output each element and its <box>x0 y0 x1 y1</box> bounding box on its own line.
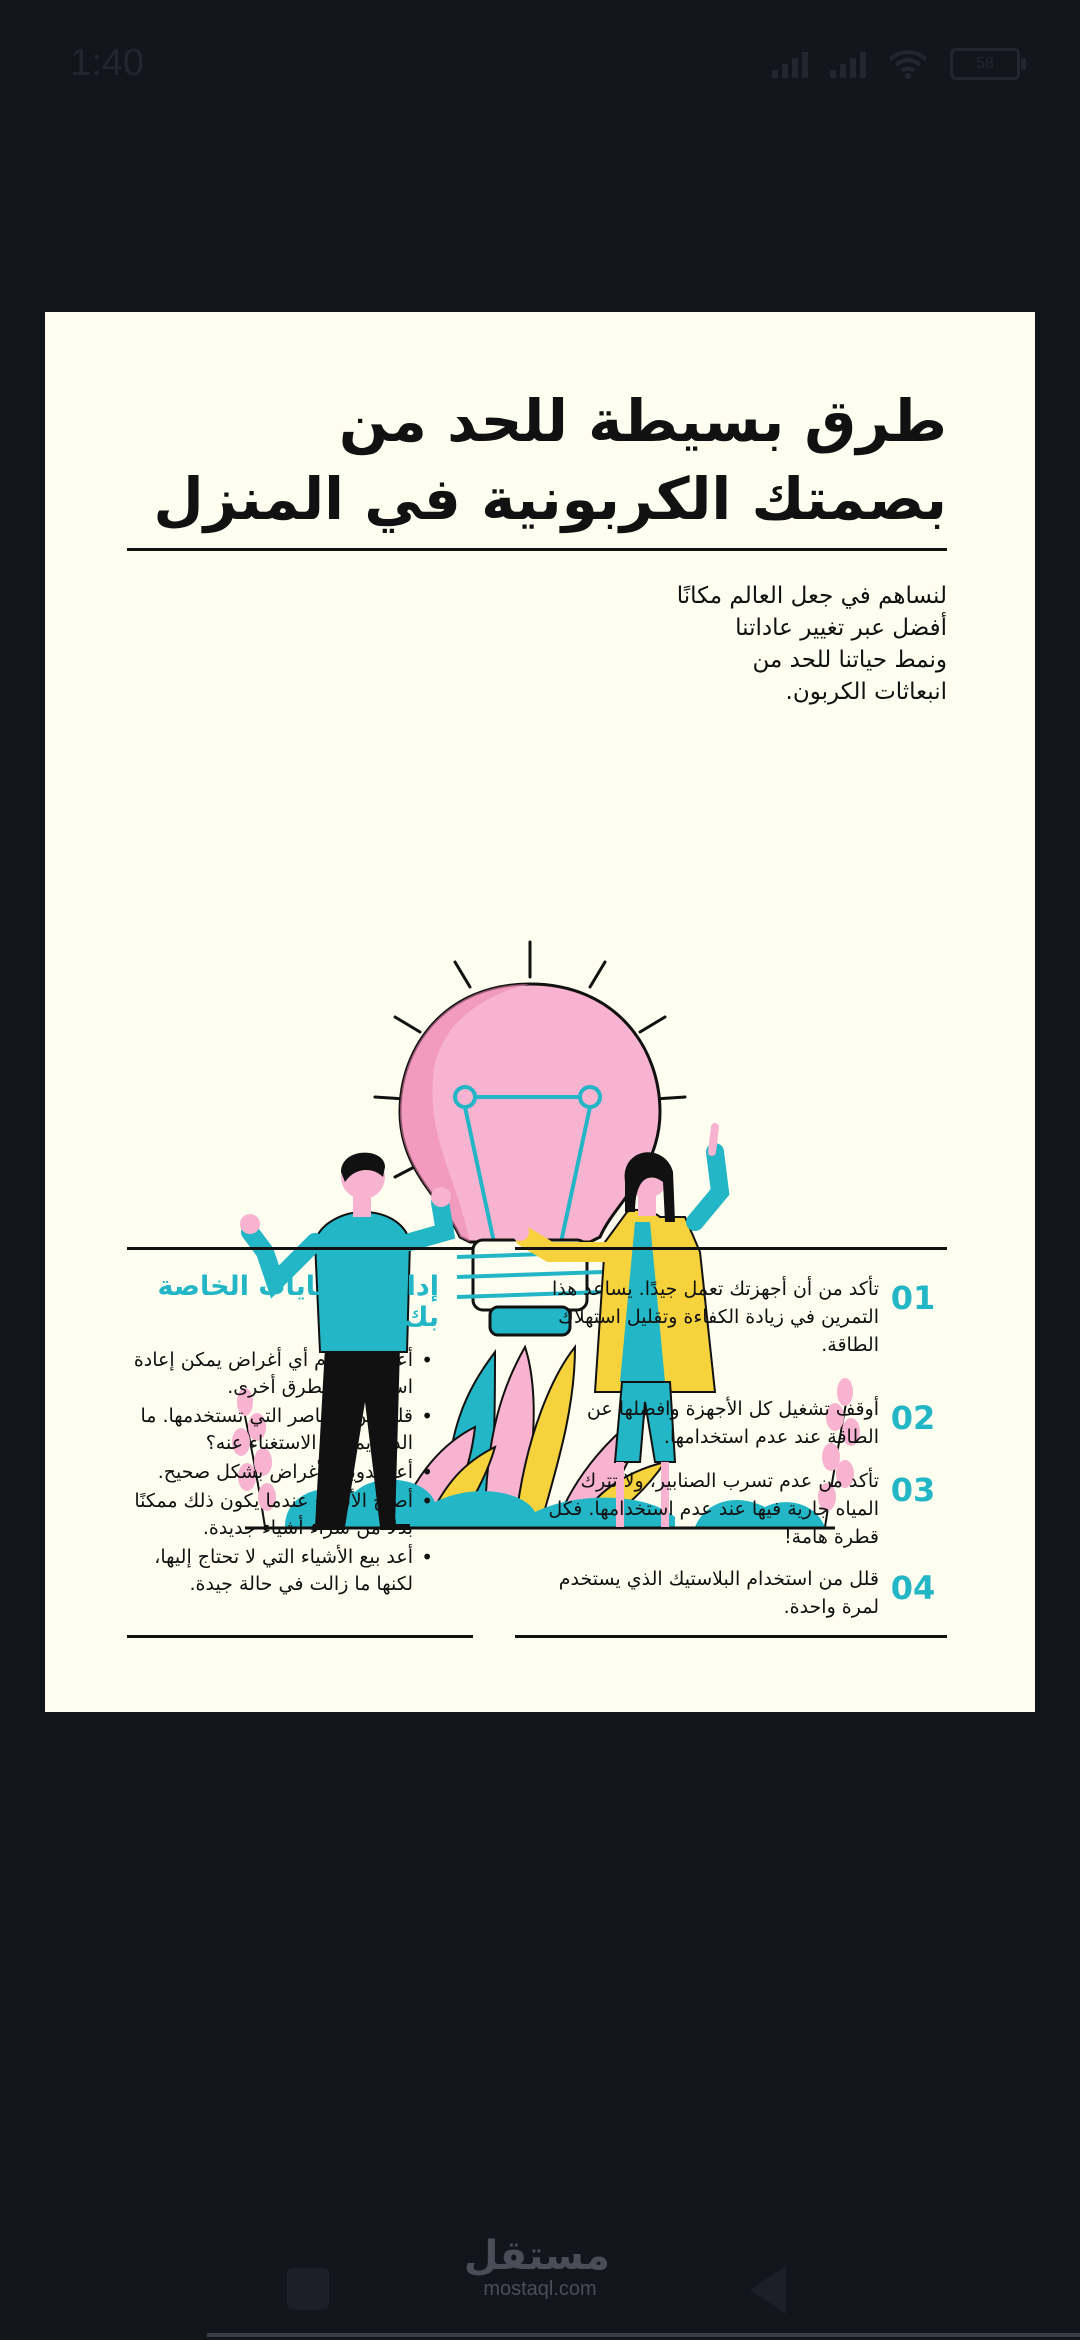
battery-icon: 58 <box>950 48 1020 80</box>
intro-line-1: لنساهم في جعل العالم مكانًا <box>676 583 947 609</box>
intro-line-4: انبعاثات الكربون. <box>785 679 947 705</box>
wifi-icon <box>888 49 928 79</box>
title-line-2: بصمتك الكربونية في المنزل <box>153 465 947 533</box>
intro-line-3: ونمط حياتنا للحد من <box>752 647 947 673</box>
divider <box>127 1247 473 1250</box>
tip-text: تأكد من أن أجهزتك تعمل جيدًا. يساعد هذا التمرين في زيادة الكفاءة وتقليل استهلاك الطاقة. <box>551 1278 879 1356</box>
home-indicator[interactable] <box>207 2333 1080 2337</box>
tip-number: 03 <box>890 1471 936 1509</box>
waste-item: • أعد تدوير الأغراض بشكل صحيح. <box>113 1459 413 1486</box>
infographic-card <box>45 312 1035 1712</box>
tip-text: قلل من استخدام البلاستيك الذي يستخدم لمرة واحدة. <box>558 1568 879 1618</box>
clock: 1:40 <box>70 42 144 84</box>
intro-line-2: أفضل عبر تغيير عاداتنا <box>735 615 947 641</box>
signal-icon <box>830 50 866 78</box>
tip-item <box>515 1275 947 1359</box>
tip-text: أوقف تشغيل كل الأجهزة وافصلها عن الطاقة عند عدم استخدامها. <box>586 1398 879 1448</box>
divider <box>515 1635 947 1638</box>
watermark <box>463 2233 610 2300</box>
tip-item <box>515 1565 947 1621</box>
tip-number: 02 <box>890 1399 936 1437</box>
waste-title: إدارة النفايات الخاصة بك! <box>157 1271 439 1333</box>
navigation-bar <box>0 2190 1080 2340</box>
divider <box>515 1247 947 1250</box>
tip-number: 04 <box>890 1569 936 1607</box>
tip-text: تأكد من عدم تسرب الصنابير، ولا تترك المياه جارية فيها عند عدم استخدامها. فكل قطرة هامة! <box>548 1470 879 1548</box>
signal-icon <box>772 50 808 78</box>
waste-item: • قلل من العناصر التي تستخدمها. ما الذي يمكنك الاستغناء عنه؟ <box>113 1403 413 1457</box>
tip-item <box>515 1395 947 1451</box>
title-divider <box>127 548 947 551</box>
waste-item: • أصلح الأشياء عندما يكون ذلك ممكنًا بدلاً من شراء أشياء جديدة. <box>113 1488 413 1542</box>
divider <box>127 1635 473 1638</box>
infographic-title <box>127 382 947 538</box>
status-bar <box>0 0 1080 130</box>
title-line-1: طرق بسيطة للحد من <box>338 387 947 455</box>
back-icon[interactable] <box>750 2266 786 2314</box>
watermark-latin: mostaql.com <box>483 2278 597 2300</box>
waste-list <box>113 1347 435 1600</box>
watermark-arabic: مستقل <box>463 2233 610 2279</box>
recent-apps-icon[interactable] <box>287 2268 329 2310</box>
waste-item: • أعد استخدام أي أغراض يمكن إعادة استخدامها بطرق أخرى. <box>113 1347 413 1401</box>
tip-item <box>515 1467 947 1551</box>
status-icons <box>772 48 1020 80</box>
waste-item: • أعد بيع الأشياء التي لا تحتاج إليها، لكنها ما زالت في حالة جيدة. <box>113 1544 413 1598</box>
tip-number: 01 <box>890 1279 936 1317</box>
